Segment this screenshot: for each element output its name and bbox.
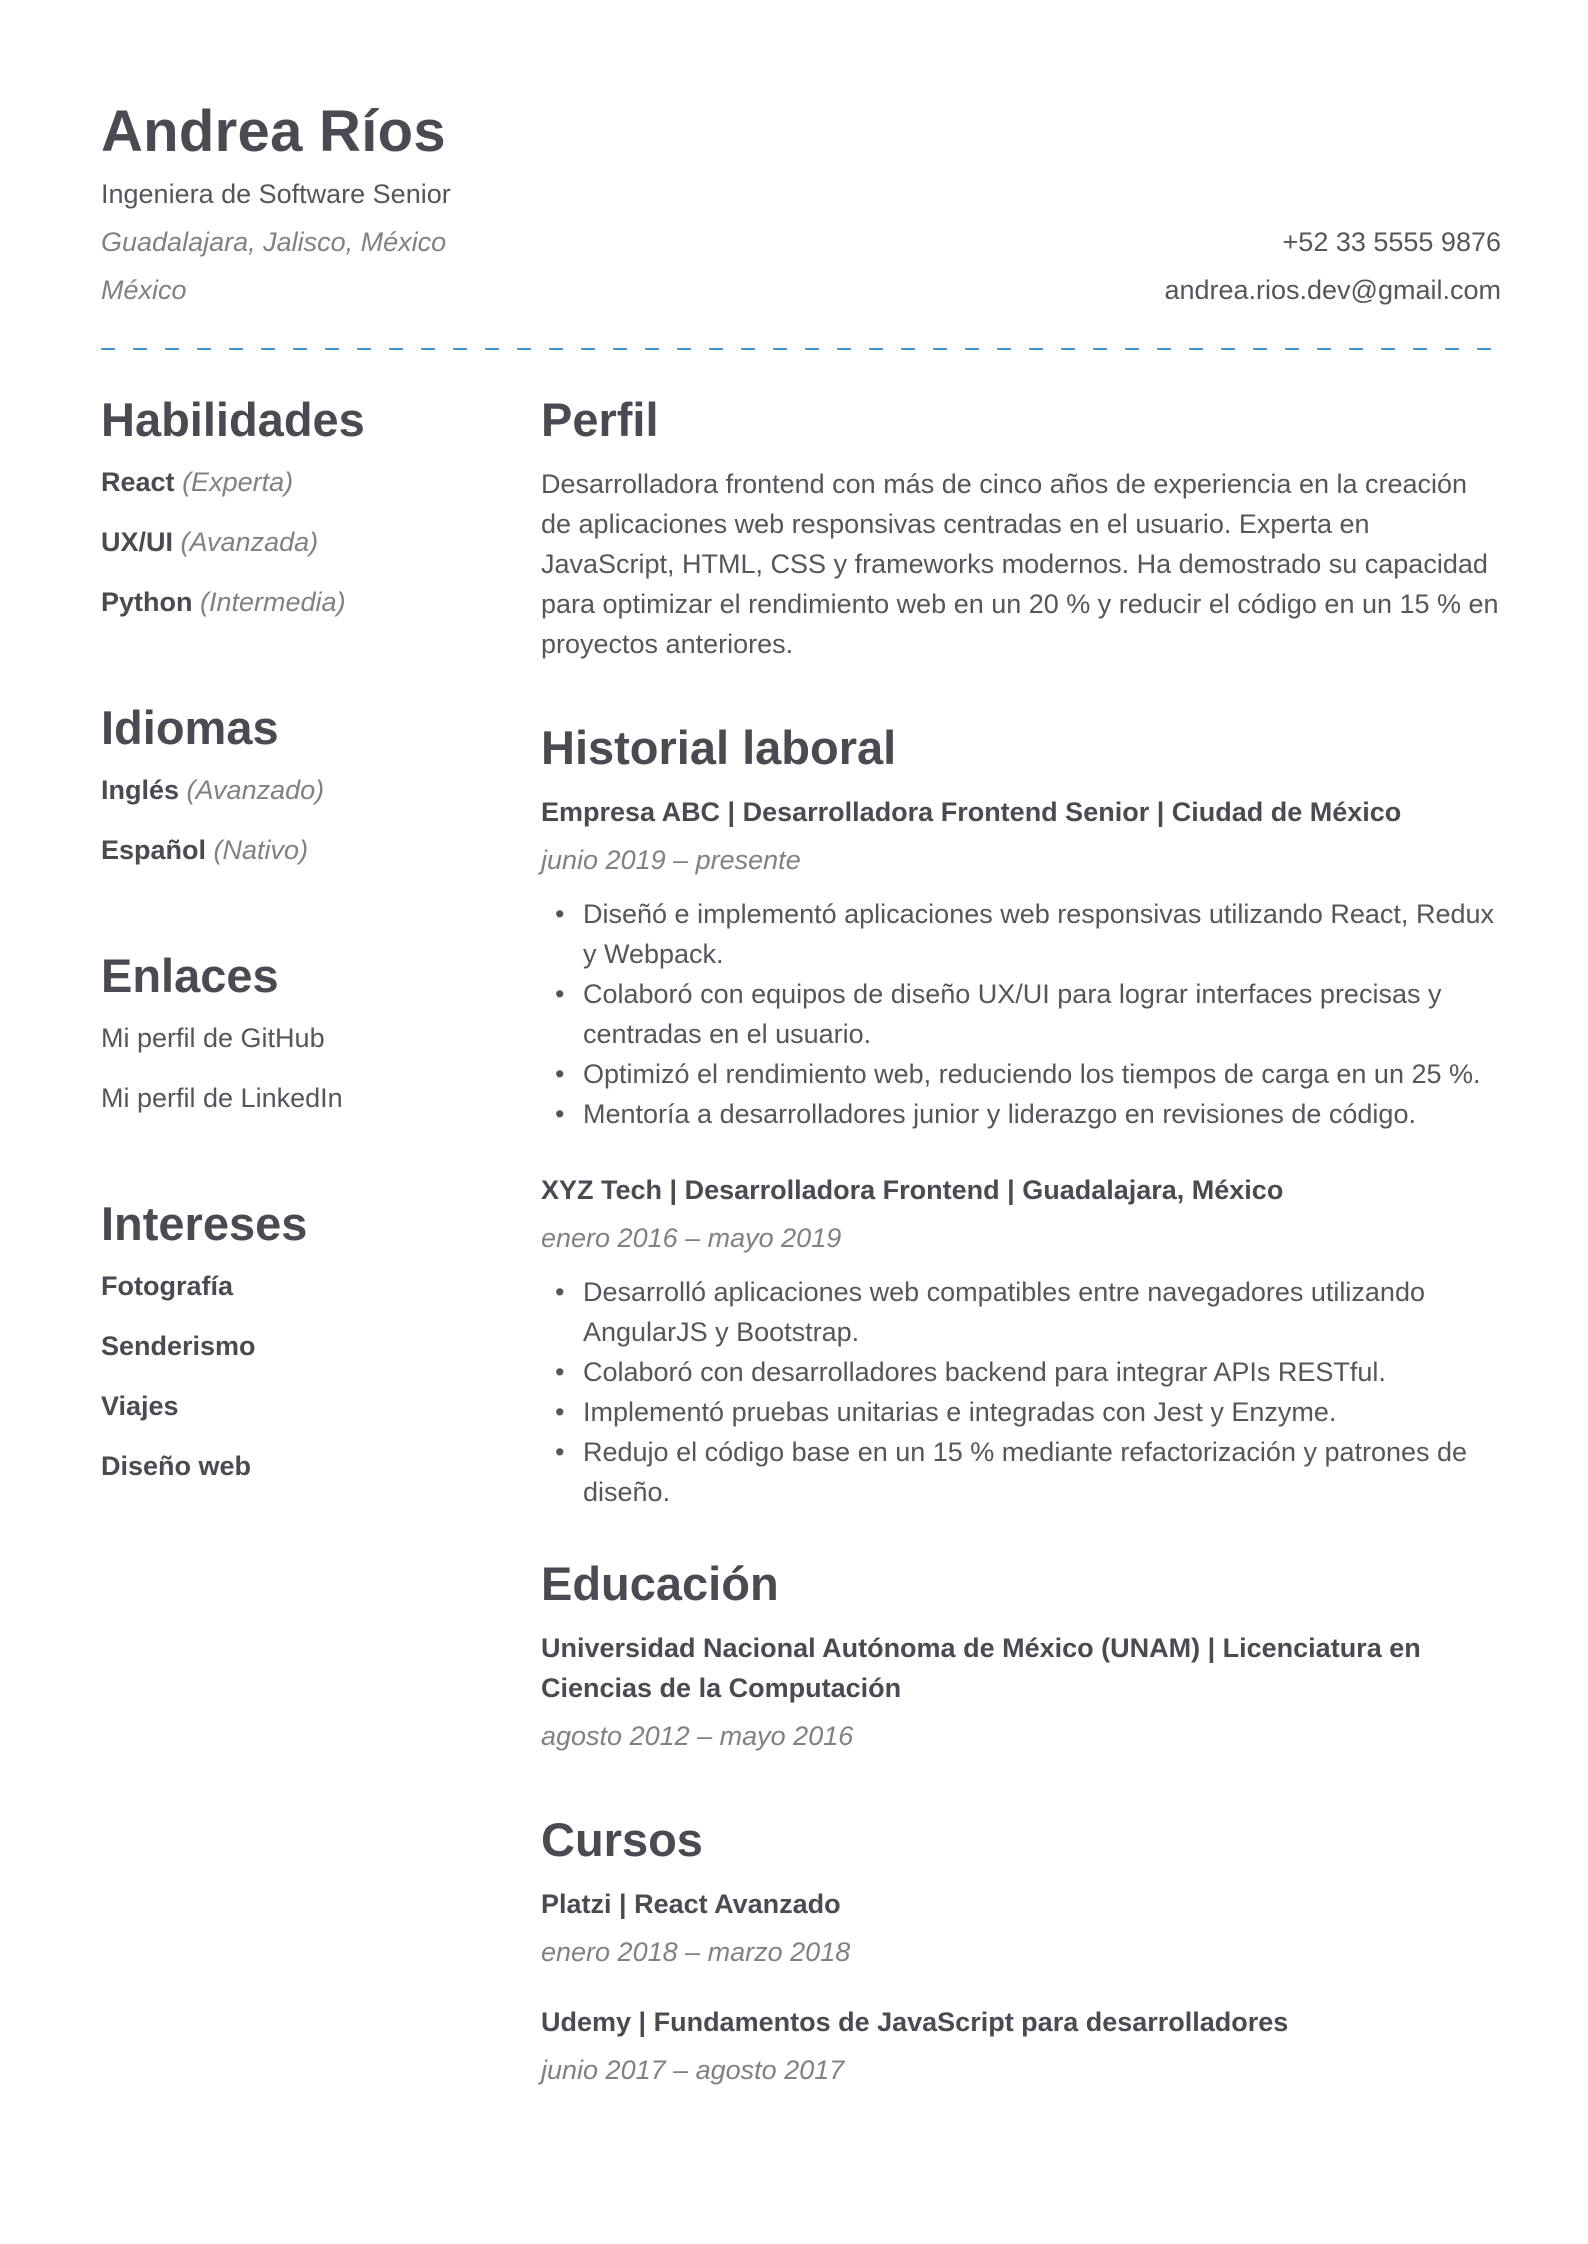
location-line-1: Guadalajara, Jalisco, México (101, 227, 447, 257)
main-column (541, 390, 1501, 2144)
skill-level: (Avanzada) (180, 527, 319, 557)
skill-item (101, 584, 501, 620)
skill-level: (Experta) (182, 467, 294, 497)
interest-item: Viajes (101, 1391, 179, 1421)
education-dates: agosto 2012 – mayo 2016 (541, 1721, 854, 1751)
course-entry (541, 2002, 1501, 2090)
interest-item: Fotografía (101, 1271, 233, 1301)
interest-item: Diseño web (101, 1451, 252, 1481)
language-item (101, 772, 501, 808)
location-line-2: México (101, 275, 187, 305)
work-history-section (541, 718, 1501, 1512)
job-entry (541, 1170, 1501, 1512)
languages-heading: Idiomas (101, 701, 279, 754)
skill-level: (Intermedia) (200, 587, 346, 617)
links-heading: Enlaces (101, 949, 279, 1002)
profile-summary: Desarrolladora frontend con más de cinco años de experiencia en la creación de aplicaciones web responsivas centradas en el usuario. Experta en JavaScript, HTML, CSS y frameworks modernos. Ha demostrado su capacidad para optimizar el rendimiento web en un 20 % y reducir el código en un 15 % en proyectos anteriores. (541, 469, 1499, 659)
job-bullets (541, 894, 1501, 1134)
skill-name: React (101, 467, 175, 497)
language-item (101, 832, 501, 868)
profile-heading: Perfil (541, 393, 659, 446)
job-bullets (541, 1272, 1501, 1512)
candidate-title: Ingeniera de Software Senior (101, 179, 451, 209)
language-level: (Nativo) (213, 835, 309, 865)
email-address[interactable]: andrea.rios.dev@gmail.com (1164, 275, 1501, 305)
job-bullet: • Diseñó e implementó aplicaciones web responsivas utilizando React, Redux y Webpack. (541, 894, 1501, 974)
language-name: Español (101, 835, 207, 865)
job-bullet: • Implementó pruebas unitarias e integradas con Jest y Enzyme. (541, 1392, 1501, 1432)
skill-item (101, 524, 501, 560)
course-header: Platzi | React Avanzado (541, 1889, 841, 1919)
job-bullet: • Colaboró con desarrolladores backend para integrar APIs RESTful. (541, 1352, 1501, 1392)
work-history-heading: Historial laboral (541, 721, 897, 774)
interest-item: Senderismo (101, 1331, 256, 1361)
candidate-name: Andrea Ríos (101, 99, 446, 164)
job-bullet: • Optimizó el rendimiento web, reduciendo los tiempos de carga en un 25 %. (541, 1054, 1501, 1094)
education-header: Universidad Nacional Autónoma de México (UNAM) | Licenciatura en Ciencias de la Computación (541, 1633, 1421, 1703)
languages-section (101, 698, 501, 868)
skill-item (101, 464, 501, 500)
job-header: XYZ Tech | Desarrolladora Frontend | Guadalajara, México (541, 1175, 1284, 1205)
linkedin-link[interactable]: Mi perfil de LinkedIn (101, 1083, 343, 1113)
language-level: (Avanzado) (186, 775, 325, 805)
job-bullet: • Desarrolló aplicaciones web compatibles entre navegadores utilizando AngularJS y Bootstrap. (541, 1272, 1501, 1352)
job-header: Empresa ABC | Desarrolladora Frontend Senior | Ciudad de México (541, 797, 1402, 827)
education-heading: Educación (541, 1557, 779, 1610)
job-bullet: • Redujo el código base en un 15 % mediante refactorización y patrones de diseño. (541, 1432, 1501, 1512)
job-dates: enero 2016 – mayo 2019 (541, 1223, 842, 1253)
education-section (541, 1554, 1501, 1756)
education-entry (541, 1628, 1501, 1756)
job-entry (541, 792, 1501, 1134)
skill-name: UX/UI (101, 527, 174, 557)
profile-section (541, 390, 1501, 664)
job-bullet: • Colaboró con equipos de diseño UX/UI para lograr interfaces precisas y centradas en el usuario. (541, 974, 1501, 1054)
course-dates: enero 2018 – marzo 2018 (541, 1937, 851, 1967)
resume-header (101, 0, 1501, 352)
skills-section (101, 390, 501, 620)
job-bullet: • Mentoría a desarrolladores junior y liderazgo en revisiones de código. (541, 1094, 1501, 1134)
course-dates: junio 2017 – agosto 2017 (541, 2055, 845, 2085)
resume-page (101, 0, 1501, 2244)
header-divider (101, 348, 1501, 350)
skill-name: Python (101, 587, 193, 617)
github-link[interactable]: Mi perfil de GitHub (101, 1023, 325, 1053)
interests-section (101, 1194, 501, 1484)
interests-heading: Intereses (101, 1197, 308, 1250)
courses-section (541, 1810, 1501, 2090)
skills-heading: Habilidades (101, 393, 365, 446)
language-name: Inglés (101, 775, 180, 805)
courses-heading: Cursos (541, 1813, 703, 1866)
phone-number: +52 33 5555 9876 (1282, 227, 1501, 257)
sidebar (101, 390, 501, 1562)
course-entry (541, 1884, 1501, 1972)
links-section (101, 946, 501, 1116)
course-header: Udemy | Fundamentos de JavaScript para desarrolladores (541, 2007, 1289, 2037)
job-dates: junio 2019 – presente (541, 845, 801, 875)
